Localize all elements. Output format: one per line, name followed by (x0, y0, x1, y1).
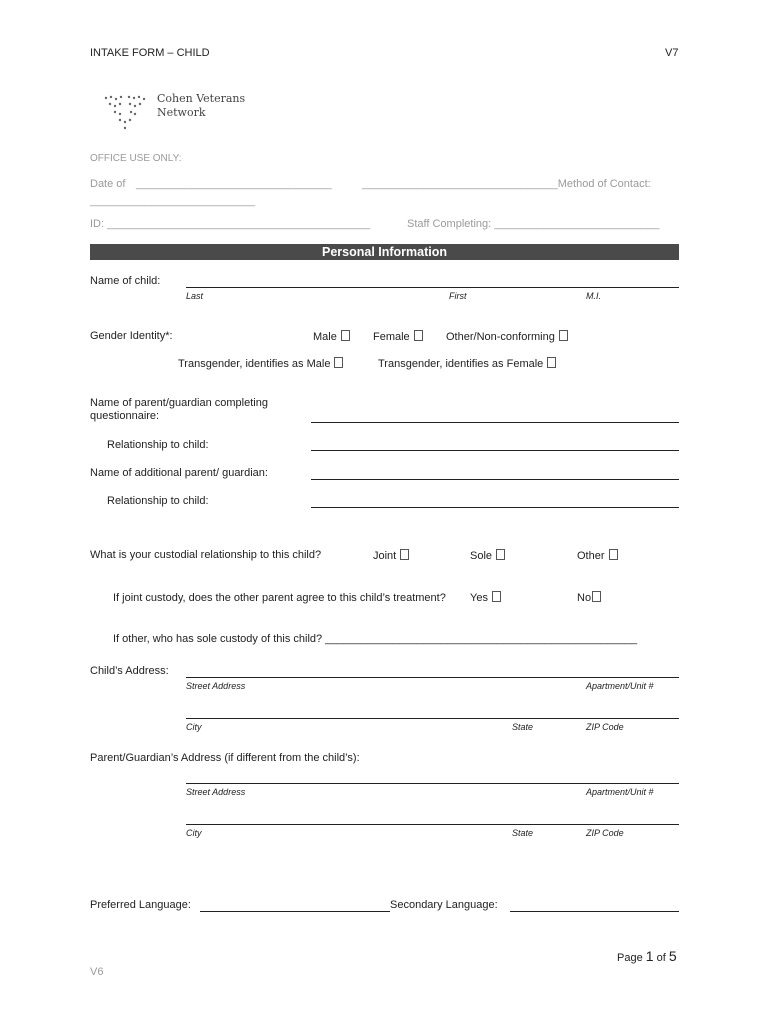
office-date-line[interactable]: ________________________________ (136, 178, 332, 190)
preferred-language-field[interactable] (200, 911, 390, 912)
custody-question: What is your custodial relationship to this child? (90, 549, 322, 561)
child-first-caption: First (449, 291, 467, 301)
joint-yes-option[interactable] (470, 591, 501, 604)
logo-line-2: Network (157, 106, 206, 119)
child-zip-caption: ZIP Code (586, 722, 624, 732)
child-apt-caption: Apartment/Unit # (586, 681, 654, 691)
joint-yes-label: Yes (470, 592, 488, 604)
custody-other-checkbox[interactable] (609, 549, 618, 560)
gender-trans-female-option[interactable] (378, 357, 556, 370)
relationship-field[interactable] (311, 450, 679, 451)
child-city-field[interactable] (186, 718, 679, 719)
gender-male-label: Male (313, 331, 337, 343)
page-of: of (656, 952, 666, 964)
gender-other-checkbox[interactable] (559, 330, 568, 341)
section-title: Personal Information (90, 244, 679, 260)
parent-city-caption: City (186, 828, 202, 838)
child-name-label: Name of child: (90, 275, 161, 287)
child-address-label: Child’s Address: (90, 665, 169, 677)
gender-other-option[interactable] (446, 330, 568, 343)
gender-female-checkbox[interactable] (414, 330, 423, 341)
custody-sole-label: Sole (470, 550, 493, 562)
gender-male-checkbox[interactable] (341, 330, 350, 341)
logo-line-1: Cohen Veterans (157, 92, 246, 105)
office-use-heading: OFFICE USE ONLY: (90, 153, 182, 164)
joint-yes-checkbox[interactable] (492, 591, 501, 602)
child-street-field[interactable] (186, 677, 679, 678)
gender-trans-male-label: Transgender, identifies as Male (178, 358, 331, 370)
custody-joint-option[interactable] (373, 549, 409, 562)
custody-joint-checkbox[interactable] (400, 549, 409, 560)
custody-sole-option[interactable] (470, 549, 505, 562)
child-name-field[interactable] (186, 287, 679, 288)
gender-trans-male-checkbox[interactable] (334, 357, 343, 368)
gender-female-option[interactable] (373, 330, 423, 343)
office-contact-line-2[interactable]: ___________________________ (90, 195, 256, 207)
page-prefix: Page (617, 952, 643, 964)
cvn-logo-icon (101, 92, 151, 132)
joint-custody-question: If joint custody, does the other parent agree to this child’s treatment? (113, 592, 446, 604)
child-street-caption: Street Address (186, 681, 246, 691)
sole-custody-field[interactable]: If other, who has sole custody of this child? ___________________________________________________ (113, 633, 638, 645)
gender-trans-female-checkbox[interactable] (547, 357, 556, 368)
parent-state-caption: State (512, 828, 534, 838)
child-state-caption: State (512, 722, 534, 732)
gender-male-option[interactable] (313, 330, 350, 343)
cvn-logo (95, 87, 255, 137)
parent-name-label-2: questionnaire: (90, 410, 160, 422)
child-mi-caption: M.I. (586, 291, 601, 301)
joint-no-checkbox[interactable] (592, 591, 601, 602)
form-title: INTAKE FORM – CHILD (90, 47, 210, 59)
parent-address-label: Parent/Guardian’s Address (if different from the child’s): (90, 752, 360, 764)
custody-joint-label: Joint (373, 550, 397, 562)
gender-label: Gender Identity*: (90, 330, 173, 342)
version-label: V7 (665, 47, 679, 59)
joint-no-label: No (577, 592, 592, 604)
relationship-label-2: Relationship to child: (107, 495, 209, 507)
page-number: 1 (645, 948, 654, 964)
custody-sole-checkbox[interactable] (496, 549, 505, 560)
office-id-field[interactable]: ID: ___________________________________________ (90, 218, 371, 230)
secondary-language-label: Secondary Language: (390, 899, 498, 911)
custody-other-option[interactable] (577, 549, 618, 562)
child-last-caption: Last (186, 291, 204, 301)
office-staff-field[interactable]: Staff Completing: ___________________________ (407, 218, 660, 230)
page-indicator (617, 948, 677, 964)
office-contact-line[interactable]: ________________________________Method of Contact: (362, 178, 651, 190)
parent-zip-caption: ZIP Code (586, 828, 624, 838)
gender-other-label: Other/Non-conforming (446, 331, 555, 343)
parent-city-field[interactable] (186, 824, 679, 825)
parent-street-field[interactable] (186, 783, 679, 784)
relationship-field-2[interactable] (311, 507, 679, 508)
office-date-label: Date of (90, 178, 126, 190)
custody-other-label: Other (577, 550, 605, 562)
parent-apt-caption: Apartment/Unit # (586, 787, 654, 797)
gender-trans-male-option[interactable] (178, 357, 343, 370)
additional-parent-field[interactable] (311, 479, 679, 480)
preferred-language-label: Preferred Language: (90, 899, 191, 911)
page-total: 5 (668, 948, 677, 964)
parent-name-label-1: Name of parent/guardian completing (90, 397, 268, 409)
parent-name-field[interactable] (311, 422, 679, 423)
relationship-label: Relationship to child: (107, 439, 209, 451)
parent-street-caption: Street Address (186, 787, 246, 797)
joint-no-option[interactable] (577, 591, 601, 604)
secondary-language-field[interactable] (510, 911, 679, 912)
gender-female-label: Female (373, 331, 410, 343)
child-city-caption: City (186, 722, 202, 732)
gender-trans-female-label: Transgender, identifies as Female (378, 358, 544, 370)
additional-parent-label: Name of additional parent/ guardian: (90, 467, 268, 479)
footer-version: V6 (90, 966, 104, 978)
